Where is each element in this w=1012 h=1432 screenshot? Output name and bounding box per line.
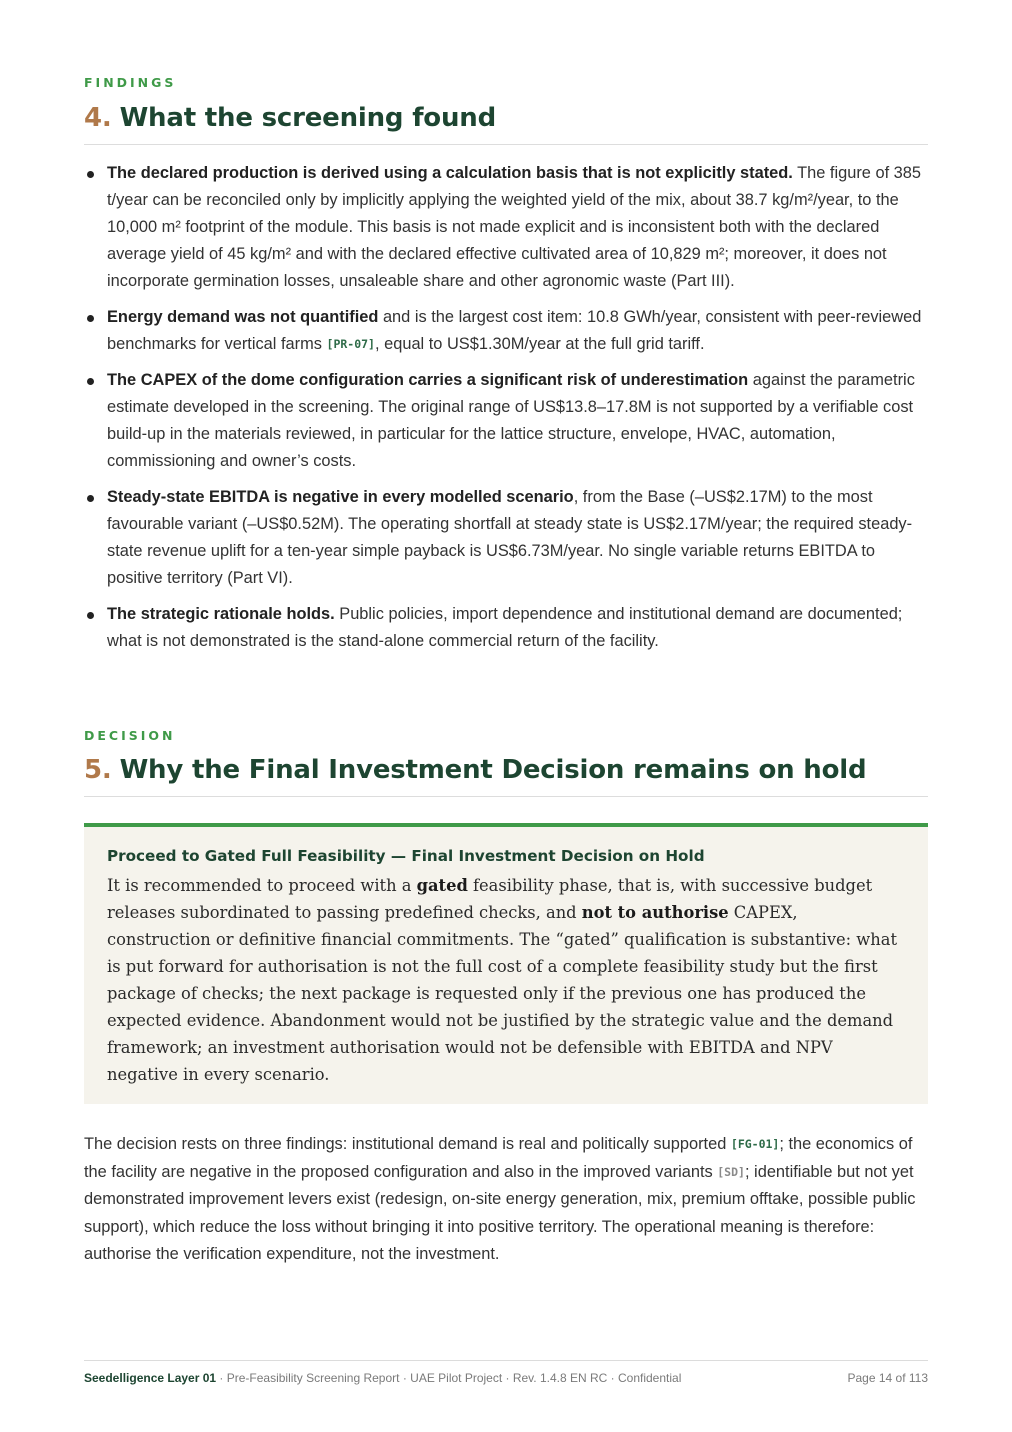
findings-list [84, 160, 928, 664]
finding-text: , equal to US$1.30M/year at the full grid tariff. [374, 335, 705, 353]
bullet-icon [87, 171, 94, 178]
bullet-icon [87, 378, 94, 385]
findings-rule [84, 144, 928, 145]
finding-lead: Steady-state EBITDA is negative in every modelled scenario [107, 488, 574, 506]
callout-emphasis: not to authorise [581, 903, 729, 922]
reference-tag[interactable]: [PR-07] [326, 337, 375, 351]
decision-kicker: DECISION [84, 728, 176, 743]
finding-lead: Energy demand was not quantified [107, 308, 379, 326]
findings-kicker: FINDINGS [84, 75, 177, 90]
callout-emphasis: gated [416, 876, 468, 895]
finding-text: Public policies, import dependence and institutional demand are documented; what is not demonstrated is the stand-alone commercial return of the facility. [107, 605, 903, 650]
finding-lead: The declared production is derived using a calculation basis that is not explicitly stated. [107, 164, 793, 182]
bullet-icon [87, 495, 94, 502]
callout-text: CAPEX, construction or definitive financial commitments. The “gated” qualification is substantive: what is put forward for authorisation is not the full cost of a complete feasibility study but the first package of checks; the next package is requested only if the previous one has produced the expected evidence. Abandonment would not be justified by the strategic value and the demand framework; an investment authorisation would not be defensible with EBITDA and NPV negative in every scenario. [107, 903, 897, 1084]
footer-meta: · Pre-Feasibility Screening Report · UAE Pilot Project · Rev. 1.4.8 EN RC · Confidential [216, 1371, 682, 1385]
bullet-icon [87, 315, 94, 322]
footer-brand: Seedelligence Layer 01 [84, 1371, 217, 1385]
finding-item-strategy [84, 601, 928, 655]
finding-lead: The CAPEX of the dome configuration carries a significant risk of underestimation [107, 371, 749, 389]
paragraph-text: ; identifiable but not yet demonstrated improvement levers exist (redesign, on-site energy generation, mix, premium offtake, possible public support), which reduce the loss without bringing it into positive territory. The operational meaning is therefore: authorise the verification expenditure, not the investment. [84, 1162, 916, 1263]
paragraph-text: ; the economics of the facility are negative in the proposed configuration and also in the improved variants [84, 1135, 913, 1181]
finding-item-capex [84, 367, 928, 475]
recommendation-callout [84, 823, 928, 1104]
paragraph-text: The decision rests on three findings: institutional demand is real and politically supported [84, 1135, 731, 1153]
reference-tag[interactable]: [SD] [717, 1164, 745, 1179]
finding-item-production [84, 160, 928, 295]
finding-lead: The strategic rationale holds. [107, 605, 335, 623]
finding-text: The figure of 385 t/year can be reconciled only by implicitly applying the weighted yield of the mix, about 38.7 kg/m²/year, to the 10,000 m² footprint of the module. This basis is not made explicit and is inconsistent both with the declared average yield of 45 kg/m² and with the declared effective cultivated area of 10,829 m²; moreover, it does not incorporate germination losses, unsaleable share and other agronomic waste (Part III). [107, 164, 922, 290]
bullet-icon [87, 612, 94, 619]
decision-rule [84, 796, 928, 797]
decision-heading [84, 754, 866, 786]
page-footer [84, 1360, 928, 1385]
finding-item-ebitda [84, 484, 928, 592]
decision-paragraph [84, 1131, 928, 1269]
decision-number: 5. [84, 755, 112, 785]
callout-text: It is recommended to proceed with a [107, 876, 417, 895]
reference-tag[interactable]: [FG-01] [730, 1137, 780, 1151]
finding-text: against the parametric estimate developed in the screening. The original range of US$13.8–17.8M is not supported by a verifiable cost build-up in the materials reviewed, in particular for the lattice structure, envelope, HVAC, automation, commissioning and owner’s costs. [107, 371, 915, 470]
finding-text: , from the Base (–US$2.17M) to the most favourable variant (–US$0.52M). The operating shortfall at steady state is US$2.17M/year; the required steady-state revenue uplift for a ten-year simple payback is US$6.73M/year. No single variable returns EBITDA to positive territory (Part VI). [107, 488, 913, 587]
callout-body [107, 872, 906, 1088]
footer-left [84, 1371, 681, 1385]
findings-heading [84, 102, 496, 134]
page-number: Page 14 of 113 [847, 1371, 928, 1385]
callout-text: feasibility phase, that is, with successive budget releases subordinated to passing predefined checks, and [107, 876, 873, 922]
findings-number: 4. [84, 103, 112, 133]
callout-title: Proceed to Gated Full Feasibility — Final Investment Decision on Hold [107, 847, 705, 865]
decision-title: Why the Final Investment Decision remains on hold [119, 755, 867, 785]
finding-item-energy [84, 304, 928, 358]
finding-text: and is the largest cost item: 10.8 GWh/year, consistent with peer-reviewed benchmarks for vertical farms [107, 308, 922, 353]
findings-title: What the screening found [119, 103, 496, 133]
